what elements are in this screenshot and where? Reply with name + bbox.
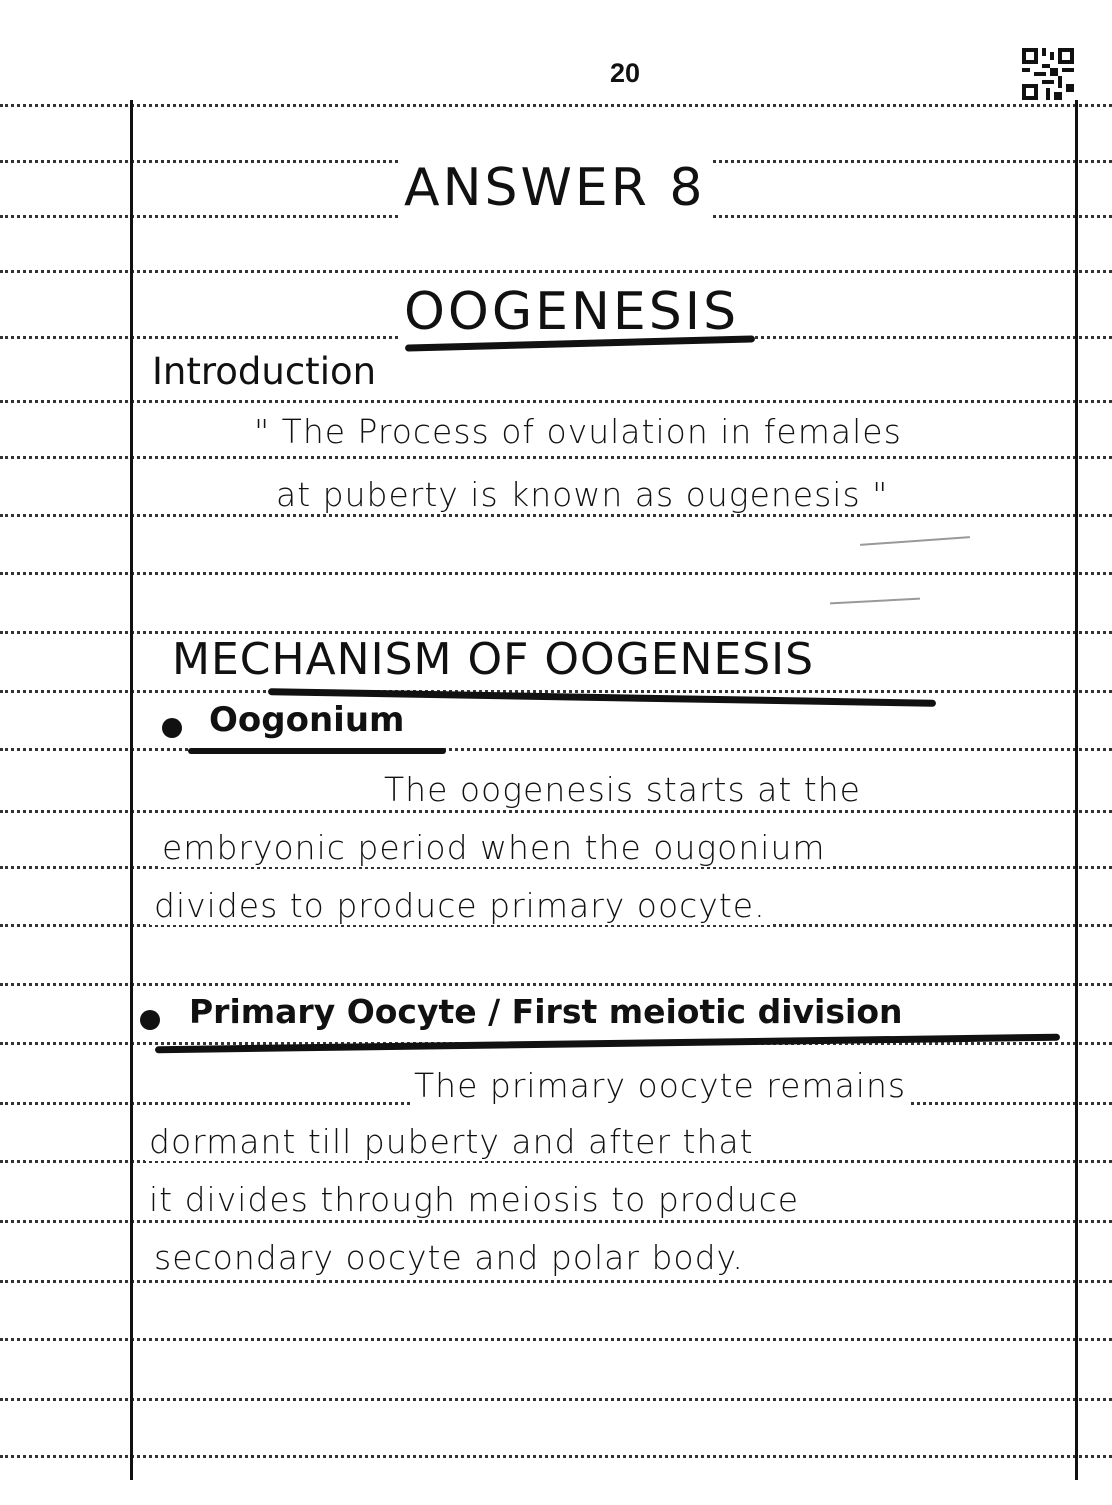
mechanism-heading: MECHANISM OF OOGENESIS xyxy=(168,634,818,685)
rule-line xyxy=(0,1398,1112,1401)
rule-line xyxy=(0,748,1112,751)
answer-title: ANSWER 8 xyxy=(400,158,710,218)
page-number: 20 xyxy=(610,58,641,88)
oogonium-line-1: The oogenesis starts at the xyxy=(380,770,865,809)
introduction-line-1: " The Process of ovulation in females xyxy=(250,412,906,451)
introduction-line-2: at puberty is known as ougenesis " xyxy=(272,475,892,514)
bullet-dot-icon xyxy=(162,718,182,738)
oogonium-heading: Oogonium xyxy=(205,700,408,740)
qr-code-icon xyxy=(1022,48,1074,100)
rule-line xyxy=(0,983,1112,986)
rule-line xyxy=(0,1220,1112,1223)
primary-oocyte-line-4: secondary oocyte and polar body. xyxy=(150,1238,748,1277)
rule-line xyxy=(0,1455,1112,1458)
pencil-mark xyxy=(830,598,920,605)
rule-line xyxy=(0,400,1112,403)
oogonium-line-2: embryonic period when the ougonium xyxy=(158,828,830,867)
rule-line xyxy=(0,810,1112,813)
rule-line xyxy=(0,1338,1112,1341)
left-margin-line xyxy=(130,100,133,1480)
primary-oocyte-line-3: it divides through meiosis to produce xyxy=(145,1180,803,1219)
rule-line xyxy=(0,572,1112,575)
oogonium-heading-underline xyxy=(188,748,446,754)
oogonium-line-3: divides to produce primary oocyte. xyxy=(150,886,770,925)
right-margin-line xyxy=(1075,100,1078,1480)
primary-oocyte-line-2: dormant till puberty and after that xyxy=(145,1122,758,1161)
topic-title: OOGENESIS xyxy=(400,282,743,342)
primary-oocyte-heading: Primary Oocyte / First meiotic division xyxy=(185,992,902,1031)
introduction-heading: Introduction xyxy=(148,350,380,393)
rule-line xyxy=(0,456,1112,459)
rule-line xyxy=(0,270,1112,273)
rule-line xyxy=(0,1280,1112,1283)
bullet-dot-icon xyxy=(140,1010,160,1030)
rule-line xyxy=(0,514,1112,517)
rule-line xyxy=(0,104,1112,107)
primary-oocyte-line-1: The primary oocyte remains xyxy=(410,1066,910,1105)
pencil-mark xyxy=(860,536,970,546)
